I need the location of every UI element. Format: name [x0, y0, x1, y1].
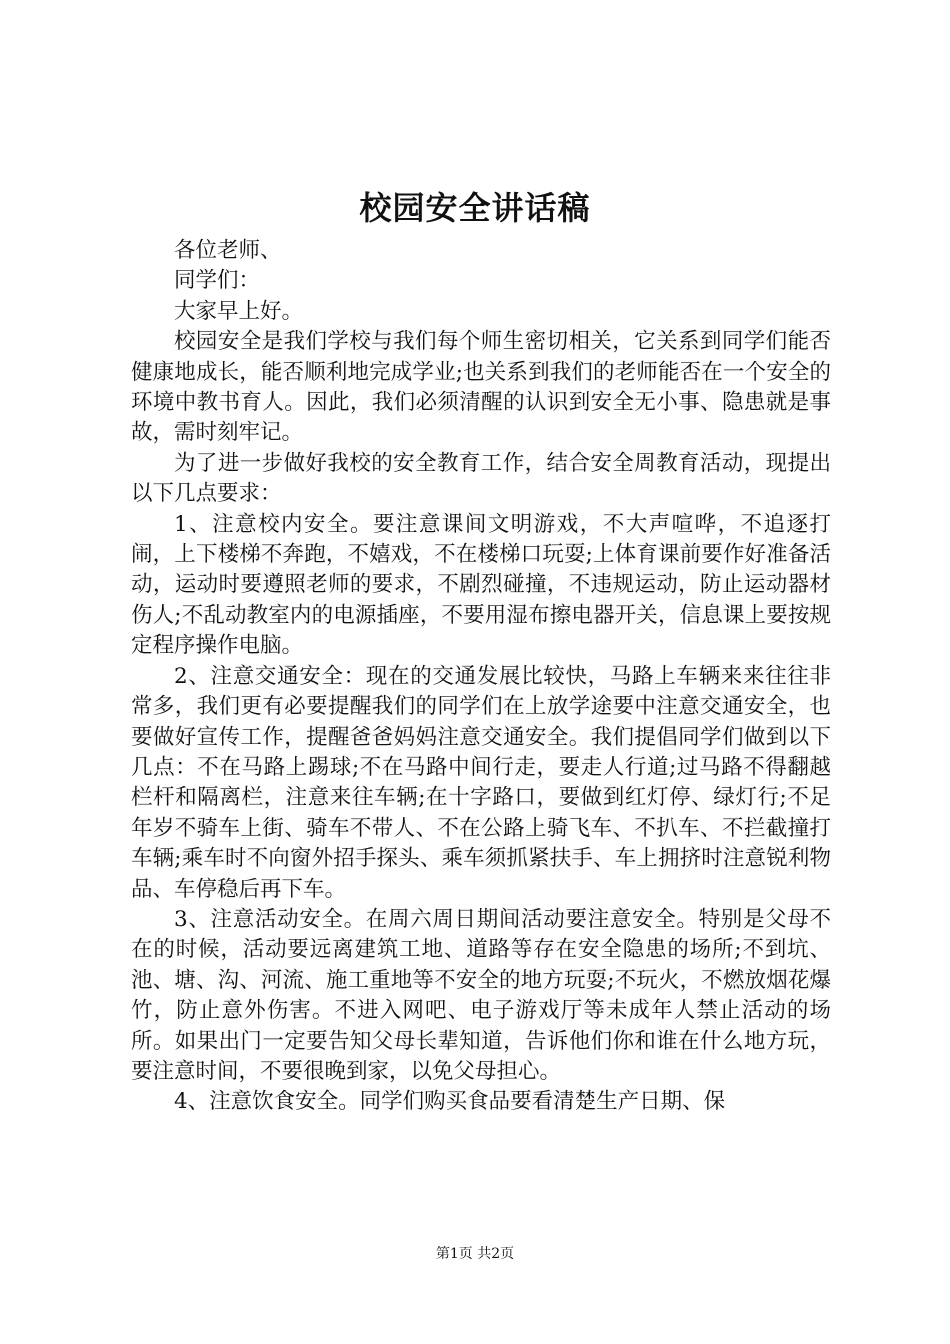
paragraph-activity-safety: 3、注意活动安全。在周六周日期间活动要注意安全。特别是父母不在的时候，活动要远离建筑工地、道路等存在安全隐患的场所;不到坑、池、塘、沟、河流、施工重地等不安全的地方玩耍;不玩火，不燃放烟花爆竹，防止意外伤害。不进入网吧、电子游戏厅等未成年人禁止活动的场所。如果出门一定要告知父母长辈知道，告诉他们你和谁在什么地方玩，要注意时间，不要很晚到家，以免父母担心。 — [131, 906, 831, 1084]
salutation-students: 同学们： — [174, 268, 261, 294]
paragraph-intro: 校园安全是我们学校与我们每个师生密切相关，它关系到同学们能否健康地成长，能否顺利地完成学业;也关系到我们的老师能否在一个安全的环境中教书育人。因此，我们必须清醒的认识到安全无小事、隐患就是事故，需时刻牢记。 — [131, 329, 831, 446]
salutation-teachers: 各位老师、 — [174, 238, 282, 263]
greeting: 大家早上好。 — [174, 298, 304, 324]
paragraph-requirements: 为了进一步做好我校的安全教育工作，结合安全周教育活动，现提出以下几点要求： — [131, 450, 831, 507]
document-title: 校园安全讲话稿 — [359, 189, 591, 227]
document-body — [131, 236, 831, 1118]
page-number: 第1页 共2页 — [435, 1246, 515, 1262]
paragraph-traffic-safety: 2、注意交通安全：现在的交通发展比较快，马路上车辆来来往往非常多，我们更有必要提醒我们的同学们在上放学途要中注意交通安全，也要做好宣传工作，提醒爸爸妈妈注意交通安全。我们提倡同学们做到以下几点：不在马路上踢球;不在马路中间行走，要走人行道;过马路不得翻越栏杆和隔离栏，注意来往车辆;在十字路口，要做到红灯停、绿灯行;不足年岁不骑车上街、骑车不带人、不在公路上骑飞车、不扒车、不拦截撞打车辆;乘车时不向窗外招手探头、乘车须抓紧扶手、车上拥挤时注意锐利物品、车停稳后再下车。 — [131, 663, 831, 902]
paragraph-food-safety: 4、注意饮食安全。同学们购买食品要看清楚生产日期、保 — [174, 1089, 726, 1115]
paragraph-campus-safety: 1、注意校内安全。要注意课间文明游戏，不大声喧哗，不追逐打闹，上下楼梯不奔跑，不嬉戏，不在楼梯口玩耍;上体育课前要作好准备活动，运动时要遵照老师的要求，不剧烈碰撞，不违规运动，防止运动器材伤人;不乱动教室内的电源插座，不要用湿布擦电器开关，信息课上要按规定程序操作电脑。 — [131, 511, 831, 659]
